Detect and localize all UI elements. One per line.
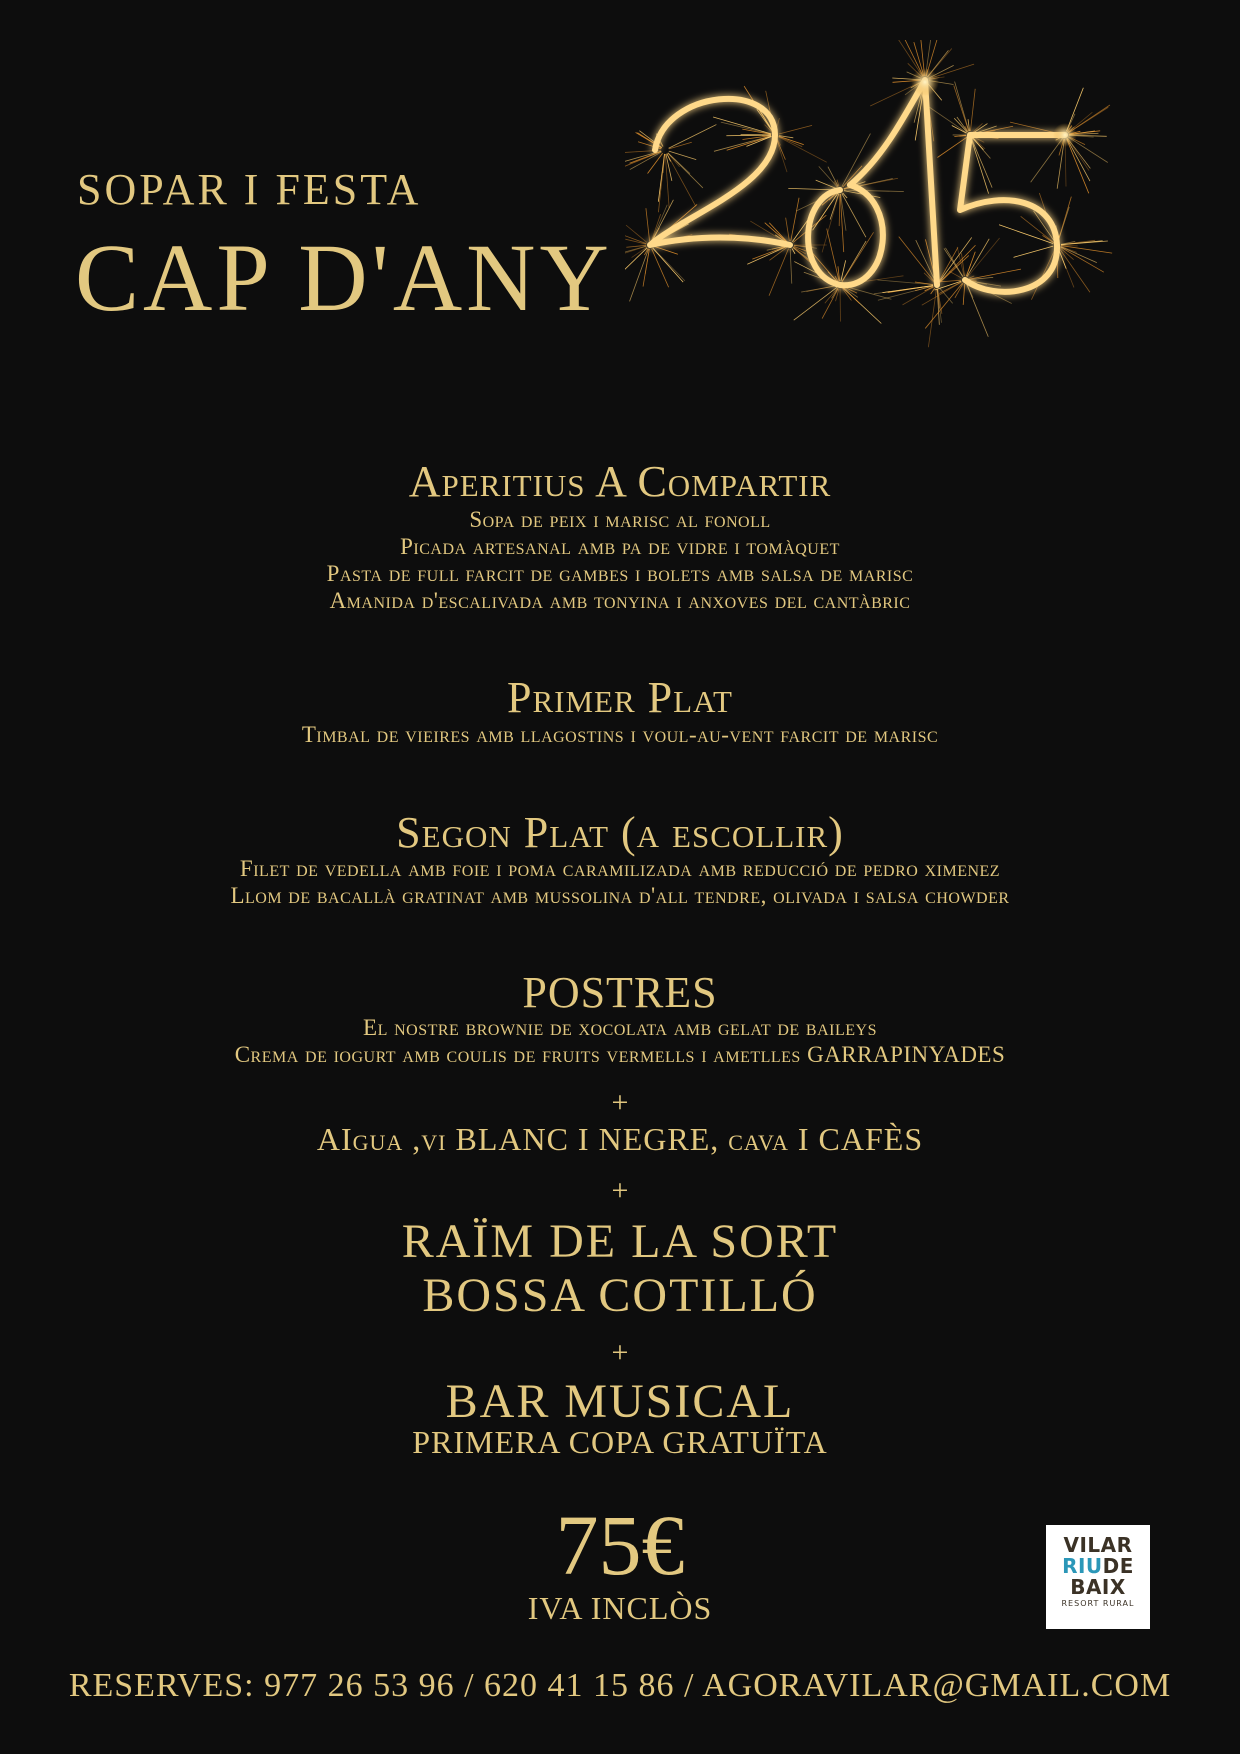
- spark-ray: [653, 248, 685, 281]
- section-title-segon-plat: Segon Plat (a escollir): [396, 808, 844, 857]
- section-title-postres: POSTRES: [522, 968, 718, 1017]
- logo-line-vilar: VILAR: [1063, 1533, 1133, 1557]
- spark-ray: [786, 218, 790, 241]
- spark-ray: [653, 248, 684, 282]
- menu-item: Amanida d'escalivada amb tonyina i anxoves del cantàbric: [329, 588, 911, 613]
- spark-ray: [819, 166, 838, 187]
- spark-ray: [1058, 197, 1071, 242]
- spark-ray: [779, 137, 827, 162]
- spark-ray: [790, 249, 792, 284]
- bar-note-line: PRIMERA COPA GRATUÏTA: [412, 1424, 828, 1460]
- section-title-primer-plat: Primer Plat: [507, 673, 733, 722]
- spark-ray: [769, 249, 788, 296]
- price-tax-note: IVA INCLÒS: [527, 1590, 713, 1626]
- spark-flare: [1053, 123, 1077, 147]
- spark-ray: [940, 288, 953, 303]
- bar-musical-line: BAR MUSICAL: [445, 1375, 795, 1428]
- spark-ray: [968, 238, 1000, 277]
- spark-ray: [652, 249, 669, 288]
- spark-ray: [877, 280, 933, 285]
- spark-ray: [878, 286, 933, 300]
- spark-ray: [646, 208, 650, 241]
- spark-ray: [967, 239, 989, 277]
- spark-ray: [931, 288, 935, 294]
- spark-ray: [924, 273, 934, 282]
- spark-ray: [839, 194, 840, 226]
- spark-ray: [899, 237, 935, 282]
- spark-ray: [957, 247, 964, 276]
- spark-ray: [945, 248, 962, 277]
- spark-ray: [925, 283, 962, 328]
- spark-ray: [668, 153, 680, 167]
- spark-ray: [665, 154, 669, 208]
- spark-ray: [776, 139, 787, 172]
- spark-ray: [1031, 138, 1063, 182]
- logo-word-de: DE: [1102, 1554, 1134, 1578]
- drinks-line: AIgua ,vi BLANC I NEGRE, cava I CAFÈS: [316, 1121, 924, 1157]
- sparkler-year-artwork: [625, 40, 1185, 410]
- spark-flare: [911, 68, 939, 96]
- plus-separator: +: [611, 1086, 629, 1119]
- spark-ray: [1014, 246, 1054, 257]
- spark-ray: [714, 136, 771, 151]
- spark-ray: [669, 125, 717, 149]
- logo-line-riu-de: [1046, 1556, 1150, 1577]
- spark-ray: [658, 154, 664, 212]
- logo-tagline: RESORT RURAL: [1061, 1599, 1135, 1608]
- spark-ray: [1061, 247, 1097, 263]
- menu-item: Pasta de full farcit de gambes i bolets amb salsa de marisc: [326, 561, 914, 586]
- spark-ray: [954, 86, 969, 132]
- spark-ray: [922, 282, 962, 305]
- menu-item: El nostre brownie de xocolata amb gelat de baileys: [363, 1015, 877, 1040]
- reservations-contact: RESERVES: 977 26 53 96 / 620 41 15 86 / AGORAVILAR@GMAIL.COM: [68, 1667, 1172, 1704]
- spark-ray: [937, 137, 966, 157]
- plus-separator: +: [611, 1174, 629, 1207]
- spark-ray: [779, 125, 812, 134]
- vilar-riu-de-baix-logo: [1046, 1525, 1150, 1629]
- spark-ray: [969, 269, 1021, 279]
- spark-ray: [844, 190, 904, 191]
- spark-ray: [930, 107, 967, 132]
- menu-item: Sopa de peix i marisc al fonoll: [469, 507, 771, 532]
- spark-ray: [668, 153, 703, 188]
- grapes-line: RAÏM DE LA SORT: [401, 1215, 839, 1268]
- menu-item: Picada artesanal amb pa de vidre i tomàquet: [400, 534, 840, 559]
- spark-ray: [669, 142, 692, 149]
- spark-ray: [1067, 139, 1089, 194]
- spark-ray: [788, 188, 836, 190]
- spark-ray: [777, 139, 786, 160]
- spark-ray: [816, 180, 837, 188]
- party-bag-line: BOSSA COTILLÓ: [422, 1269, 818, 1322]
- spark-ray: [963, 284, 965, 305]
- spark-ray: [713, 117, 771, 134]
- plus-separator: +: [611, 1336, 629, 1369]
- menu-item: Llom de bacallà gratinat amb mussolina d'all tendre, olivada i salsa chowder: [230, 883, 1010, 908]
- spark-ray: [970, 89, 975, 131]
- spark-ray: [822, 289, 838, 319]
- spark-ray: [752, 246, 786, 259]
- menu-item: Timbal de vieires amb llagostins i voul-au-vent farcit de marisc: [301, 722, 939, 747]
- menu-item: Crema de iogurt amb coulis de fruits vermells i ametlles GARRAPINYADES: [234, 1042, 1006, 1067]
- spark-ray: [842, 194, 866, 238]
- menu-item: Filet de vedella amb foie i poma caramilizada amb reducció de pedro ximenez: [239, 856, 1001, 881]
- spark-ray: [827, 229, 839, 282]
- price-amount: 75€: [555, 1497, 685, 1593]
- year-glyphs: [650, 80, 1065, 292]
- section-title-aperitius: Aperitius A Compartir: [408, 457, 832, 506]
- event-title: CAP D'ANY: [75, 224, 613, 331]
- spark-ray: [747, 247, 786, 265]
- spark-ray: [801, 286, 836, 292]
- digit-5: [960, 135, 1065, 292]
- logo-line-baix: BAIX: [1070, 1575, 1126, 1599]
- logo-word-riu: RIU: [1062, 1554, 1103, 1578]
- spark-ray: [779, 137, 803, 147]
- spark-ray: [625, 151, 661, 171]
- spark-ray: [828, 167, 838, 187]
- event-subtitle: SOPAR I FESTA: [77, 165, 422, 214]
- spark-ray: [971, 139, 988, 194]
- spark-ray: [721, 122, 771, 134]
